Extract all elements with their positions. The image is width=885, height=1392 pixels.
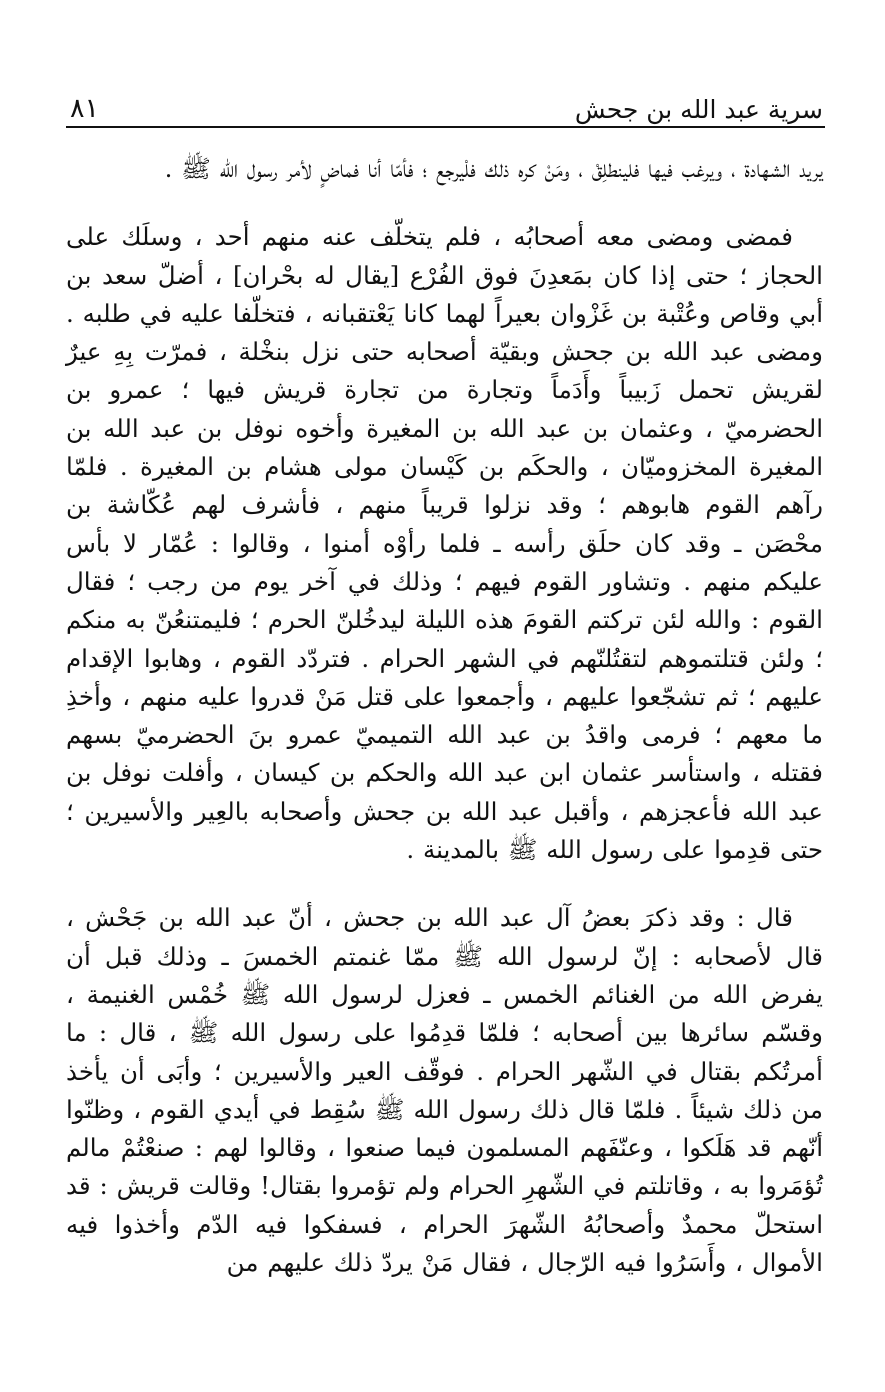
page-body	[66, 150, 823, 1282]
paragraph-3: قال : وقد ذكرَ بعضُ آل عبد الله بن جحش ، أنّ عبد الله بن جَحْش ، قال لأصحابه : إنّ لرسول الله ﷺ ممّا غنمتم الخمسَ ـ وذلك قبل أن يفرض الله من الغنائم الخمس ـ فعزل لرسول الله ﷺ خُمْس الغنيمة ، وقسّم سائرها بين أصحابه ؛ فلمّا قدِمُوا على رسول الله ﷺ ، قال : ما أمرتُكم بقتال في الشّهر الحرام . فوقّف العير والأسيرين ؛ وأبَى أن يأخذ من ذلك شيئاً . فلمّا قال ذلك رسول الله ﷺ سُقِط في أيدي القوم ، وظنّوا أنّهم قد هَلَكوا ، وعنّفَهم المسلمون فيما صنعوا ، وقالوا لهم : صنعْتُمْ مالم تُؤمَروا به ، وقاتلتم في الشّهرِ الحرام ولم تؤمروا بقتال! وقالت قريش : قد استحلّ محمدٌ وأصحابُهُ الشّهرَ الحرام ، فسفكوا فيه الدّم وأخذوا فيه الأموال ، وأَسَرُوا فيه الرّجال ، فقال مَنْ يردّ ذلك عليهم من	[66, 903, 823, 1278]
paragraph-1: يريد الشهادة ، ويرغب فيها فلينطلِقْ ، ومَنْ كره ذلك فلْيرجع ؛ فأمّا أنا فماضٍ لأمر رسول الله ﷺ .	[164, 154, 823, 183]
chapter-title: سرية عبد الله بن جحش	[574, 95, 823, 124]
page-number: ٨١	[70, 93, 100, 124]
paragraph-2: فمضى ومضى معه أصحابُه ، فلم يتخلّف عنه منهم أحد ، وسلَك على الحجاز ؛ حتى إذا كان بمَعدِنَ فوق الفُرْع [يقال له بحْران] ، أضلّ سعد بن أبي وقاص وعُتْبة بن غَزْوان بعيراً لهما كانا يَعْتقبانه ، فتخلّفا عليه في طلبه . ومضى عبد الله بن جحش وبقيّة أصحابه حتى نزل بنخْلة ، فمرّت بِهِ عيرٌ لقريش تحمل زَبيباً وأَدَماً وتجارة من تجارة قريش فيها ؛ عمرو بن الحضرميّ ، وعثمان بن عبد الله بن المغيرة وأخوه نوفل بن عبد الله بن المغيرة المخزوميّان ، والحكَم بن كَيْسان مولى هشام بن المغيرة . فلمّا رآهم القوم هابوهم ؛ وقد نزلوا قريباً منهم ، فأشرف لهم عُكّاشة بن محْصَن ـ وقد كان حلَق رأسه ـ فلما رأوْه أمنوا ، وقالوا : عُمّار لا بأس عليكم منهم . وتشاور القوم فيهم ؛ وذلك في آخر يوم من رجب ؛ فقال القوم : والله لئن تركتم القومَ هذه الليلة ليدخُلنّ الحرم ؛ فليمتنعُنّ به منكم ؛ ولئن قتلتموهم لتقتُلنّهم في الشهر الحرام . فتردّد القوم ، وهابوا الإقدام عليهم ؛ ثم تشجّعوا عليهم ، وأجمعوا على قتل مَنْ قدروا عليه منهم ، وأخذِ ما معهم ؛ فرمى واقدُ بن عبد الله التميميّ عمرو بنَ الحضرميّ بسهم فقتله ، واستأسر عثمان ابن عبد الله والحكم بن كيسان ، وأفلت نوفل بن عبد الله فأعجزهم ، وأقبل عبد الله بن جحش وأصحابه بالعِير والأسيرين ؛ حتى قدِموا على رسول الله ﷺ بالمدينة .	[66, 222, 823, 865]
running-header	[70, 84, 823, 124]
header-rule	[66, 126, 825, 128]
